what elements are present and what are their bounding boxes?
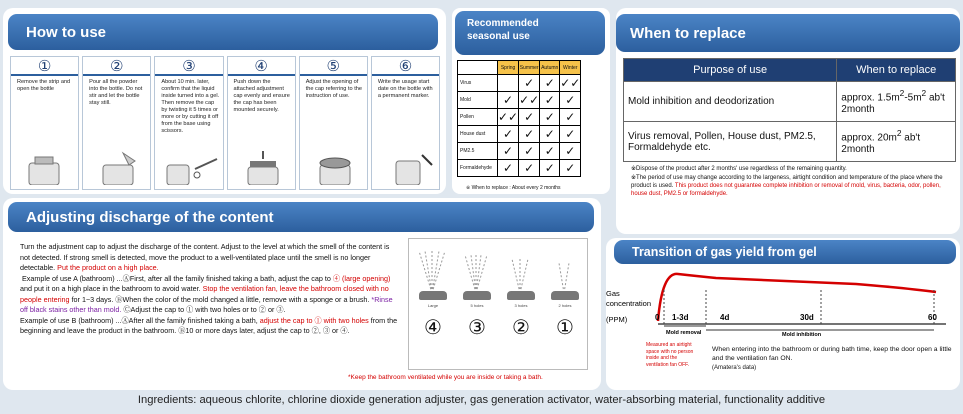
replace-note-1: ※Dispose of the product after 2 months' use regardless of the remaining quantity. (631, 166, 847, 172)
step-number: ① (11, 57, 78, 76)
cap-setting-3: ③ (468, 315, 486, 339)
adjust-cap-icon (306, 151, 366, 185)
adjusting-header (8, 202, 594, 232)
push-cap-icon (234, 151, 294, 185)
step-text: Pour all the powder into the bottle. Do not stir and let the bottle stay still. (89, 79, 143, 106)
spray-2-holes-icon (549, 251, 579, 293)
tick-label-60: 60 (928, 313, 937, 322)
bottle-open-icon (17, 151, 77, 185)
step-text: Adjust the opening of the cap referring to the instruction of use. (305, 79, 362, 99)
tick-label-1-3d: 1-3d (672, 313, 689, 322)
transition-title: Transition of gas yield from gel (632, 245, 817, 259)
mold-inhibition-label: Mold inhibition (782, 332, 822, 338)
table-row: Formaldehyde ✓ ✓ ✓ ✓ (458, 160, 581, 177)
mold-removal-label: Mold removal (666, 330, 702, 336)
y-label-3: (PPM) (606, 315, 628, 324)
cap-icon (551, 291, 579, 300)
cap-setting-1: ① (556, 315, 574, 339)
replace-title: When to replace (630, 24, 746, 42)
step-number: ③ (155, 57, 222, 76)
step-6 (371, 56, 440, 190)
y-label-1: Gas (606, 289, 620, 298)
adjusting-text: Turn the adjustment cap to adjust the discharge of the content. Adjust to the level at which the smell of the content is not detected. If strong smell is detected, move the product to a well-ventilated place until the smell is no longer detectable. Put the product on a high place. Example of use A (bathroom) ...ⒶFirst, after all the family finished taking a bath, adjust the cap to ④ (large opening) and put it on a high place in the bathroom to avoid water. Stop the ventilation fan, leave the bathroom closed with no people entering for 1~3 days. ⒷWhen the color of the mold changed a little, remove with a sponge or a brush. *Rinse off black stains other than mold. ⒸAdjust the cap to ① with two holes or to ② or ③. Example of use B (bathroom) ...ⒶAfter all the family finished taking a bath, adjust the cap to ① with two holes from the beginning and leave the product in the bathroom. Ⓑ10 or more days later, adjust the cap to ②, ③ or ④. (20, 242, 398, 335)
table-row: Mold ✓ ✓✓ ✓ ✓ (458, 92, 581, 109)
how-to-use-header (8, 14, 438, 50)
tick-label-30d: 30d (800, 313, 814, 322)
cap-icon (419, 291, 447, 300)
season-autumn: Autumn (540, 61, 560, 75)
step-text: Remove the strip and open the bottle (17, 79, 71, 92)
step-number: ⑤ (300, 57, 367, 76)
gas-curve (658, 274, 936, 321)
seasonal-note: ※ When to replace : About every 2 months (466, 185, 561, 191)
step-3 (154, 56, 223, 190)
replace-table (623, 58, 956, 162)
cap-icon (463, 291, 491, 300)
scissors-icon (161, 151, 221, 185)
spray-5-holes-icon (461, 251, 491, 293)
how-to-use-title: How to use (26, 23, 107, 41)
col-when: When to replace (837, 59, 956, 82)
season-spring: Spring (498, 61, 519, 75)
cap-setting-4: ④ (424, 315, 442, 339)
gas-yield-chart (606, 264, 960, 392)
spray-3-holes-icon (505, 251, 535, 293)
data-source: (Amatera's data) (712, 365, 757, 371)
cap-setting-2: ② (512, 315, 530, 339)
measurement-note: Measured an airtight space with no person inside and the ventilation fan OFF. (646, 342, 694, 368)
step-text: Write the usage start date on the bottle with a permanent marker. (377, 79, 433, 99)
adjusting-title: Adjusting discharge of the content (26, 208, 274, 226)
table-row: Virus ✓ ✓ ✓✓ (458, 75, 581, 92)
step-number: ④ (228, 57, 295, 76)
seasonal-title-2: seasonal use (467, 31, 530, 42)
table-row: Virus removal, Pollen, House dust, PM2.5, Formaldehyde etc. approx. $20m^2$ ab't 2month (624, 122, 956, 162)
chart-caption: When entering into the bathroom or during bath time, keep the door open a little and the ventilation fan ON. (712, 346, 952, 362)
seasonal-header (455, 11, 605, 55)
y-label-2: concentration (606, 299, 652, 308)
table-row: PM2.5 ✓ ✓ ✓ ✓ (458, 143, 581, 160)
season-winter: Winter (560, 61, 581, 75)
cap-holes-figure: Large 5 holes 3 holes 2 holes ④ ③ ② ① (408, 238, 588, 370)
col-purpose: Purpose of use (624, 59, 837, 82)
seasonal-table (457, 60, 581, 177)
step-4 (227, 56, 296, 190)
replace-note-2: ※The period of use may change according to the largeness, airtight condition and temperature of the place where the product is used. This product does not guarantee complete inhibition or removal of mold, virus, bacteria, odor, pollen, house dust, PM2.5 or formaldehyde. (631, 175, 943, 197)
table-row: Mold inhibition and deodorization approx. $1.5m^2-5m^2$ ab't 2month (624, 82, 956, 122)
step-5 (299, 56, 368, 190)
pour-powder-icon (89, 151, 149, 185)
tick-label-4d: 4d (720, 313, 730, 322)
step-text: Push down the attached adjustment cap evenly and ensure the cap has been mounted securely. (233, 79, 290, 113)
seasonal-title-1: Recommended (467, 18, 539, 29)
spray-large-icon (417, 251, 447, 293)
step-1 (10, 56, 79, 190)
write-date-icon (378, 151, 438, 185)
steps-row (10, 56, 440, 190)
table-row: House dust ✓ ✓ ✓ ✓ (458, 126, 581, 143)
season-summer: Summer (519, 61, 540, 75)
tick-label-0: 0 (655, 313, 660, 322)
step-number: ② (83, 57, 150, 76)
step-text: About 10 min. later, confirm that the liquid inside turned into a gel. Then remove the cap by twisting it 5 times or more or by cutting it off from the base using scissors. (161, 79, 220, 134)
transition-header (614, 240, 956, 264)
step-number: ⑥ (372, 57, 439, 76)
table-row: Pollen ✓✓ ✓ ✓ ✓ (458, 109, 581, 126)
step-2 (82, 56, 151, 190)
ventilation-note: *Keep the bathroom ventilated while you are inside or taking a bath. (348, 374, 543, 381)
cap-icon (507, 291, 535, 300)
replace-header (616, 14, 960, 52)
ingredients-footer: Ingredients: aqueous chlorite, chlorine dioxide generation adjuster, gas generation activator, water-absorbing material, functionality additive (137, 394, 826, 406)
